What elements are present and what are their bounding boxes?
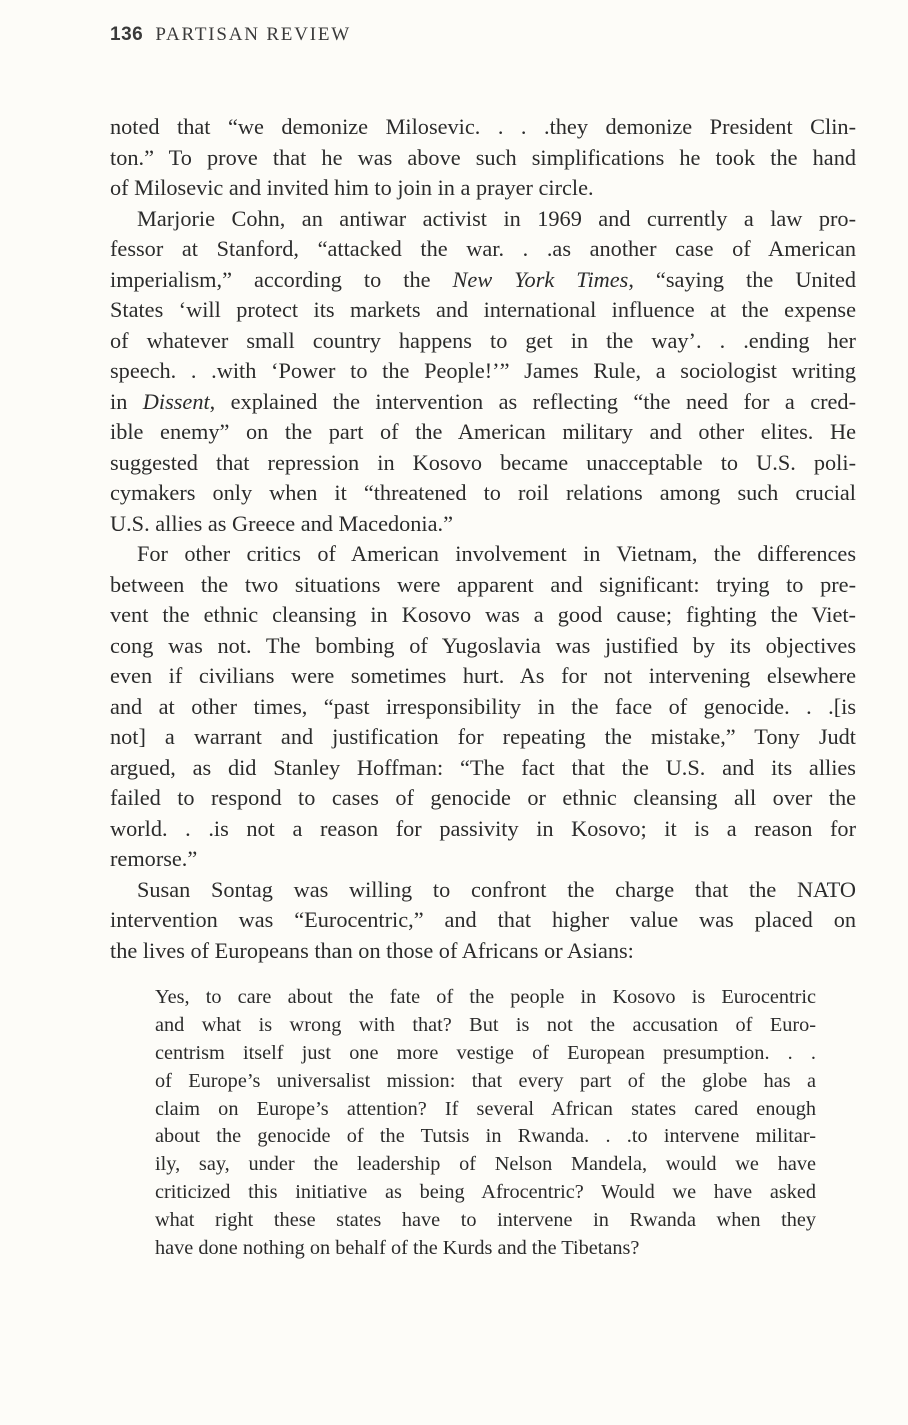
text-line: the lives of Europeans than on those of Africans or Asians: [110,937,634,963]
text-line: vent the ethnic cleansing in Kosovo was a good cause; fighting the Viet- [110,602,856,627]
text-span: , “saying the United [628,266,857,292]
text-line: cong was not. The bombing of Yugoslavia was justified by its objectives [110,632,856,658]
text-line: ton.” To prove that he was above such simplifications he took the hand [110,144,856,170]
text-line: Marjorie Cohn, an antiwar activist in 1969 and currently a law pro- [137,205,856,231]
text-line: not] a warrant and justification for repeating the mistake,” Tony Judt [110,724,856,749]
text-line: even if civilians were sometimes hurt. As for not intervening elsewhere [110,663,856,688]
text-line: ible enemy” on the part of the American military and other elites. He [110,419,856,444]
text-span: , explained the intervention as reflecting “the need for a cred- [209,388,856,414]
text-line: States ‘will protect its markets and international influence at the expense [110,297,856,322]
text-line: Susan Sontag was willing to confront the charge that the NATO [137,876,856,902]
quote-line: claim on Europe’s attention? If several African states cared enough [155,1097,816,1120]
quote-line: and what is wrong with that? But is not the accusation of Euro- [155,1013,816,1036]
text-line: world. . .is not a reason for passivity in Kosovo; it is a reason for [110,815,856,841]
text-line: suggested that repression in Kosovo became unacceptable to U.S. poli- [110,449,856,475]
quote-line: centrism itself just one more vestige of European presumption. . . [155,1041,816,1064]
quote-line: about the genocide of the Tutsis in Rwanda. . .to intervene militar- [155,1125,816,1148]
text-line: cymakers only when it “threatened to roil relations among such crucial [110,480,856,505]
text-line: noted that “we demonize Milosevic. . . .they demonize President Clin- [110,114,856,139]
running-head [110,24,351,46]
text-span: imperialism,” according to the [110,266,453,292]
journal-title: PARTISAN REVIEW [155,24,351,45]
text-line: speech. . .with ‘Power to the People!’” James Rule, a sociologist writing [110,358,856,383]
text-line [110,387,856,418]
quote-line: ily, say, under the leadership of Nelson Mandela, would we have [155,1153,816,1176]
block-quote [155,984,816,1263]
text-span: in [110,388,143,414]
quote-line: criticized this initiative as being Afrocentric? Would we have asked [155,1181,816,1204]
text-line: and at other times, “past irresponsibility in the face of genocide. . .[is [110,693,856,719]
page-number: 136 [110,24,144,45]
text-line: between the two situations were apparent and significant: trying to pre- [110,571,856,597]
quote-line: of Europe’s universalist mission: that every part of the globe has a [155,1069,816,1092]
text-line: of whatever small country happens to get in the way’. . .ending her [110,327,856,353]
quote-line: Yes, to care about the fate of the people in Kosovo is Eurocentric [155,986,816,1008]
text-line: failed to respond to cases of genocide or ethnic cleansing all over the [110,785,856,810]
text-line: For other critics of American involvement in Vietnam, the differences [137,541,856,566]
quote-line: have done nothing on behalf of the Kurds and the Tibetans? [155,1237,640,1260]
body-text [110,112,856,966]
quote-line: what right these states have to intervene in Rwanda when they [155,1209,816,1232]
italic-title: New York Times [452,266,629,292]
text-line: U.S. allies as Greece and Macedonia.” [110,510,453,536]
text-line: fessor at Stanford, “attacked the war. . .as another case of American [110,236,856,261]
text-line: of Milosevic and invited him to join in a prayer circle. [110,175,594,200]
text-line [110,265,856,296]
text-line: remorse.” [110,846,198,871]
text-line: argued, as did Stanley Hoffman: “The fact that the U.S. and its allies [110,754,856,780]
text-line: intervention was “Eurocentric,” and that higher value was placed on [110,907,856,932]
italic-title: Dissent [142,388,210,414]
